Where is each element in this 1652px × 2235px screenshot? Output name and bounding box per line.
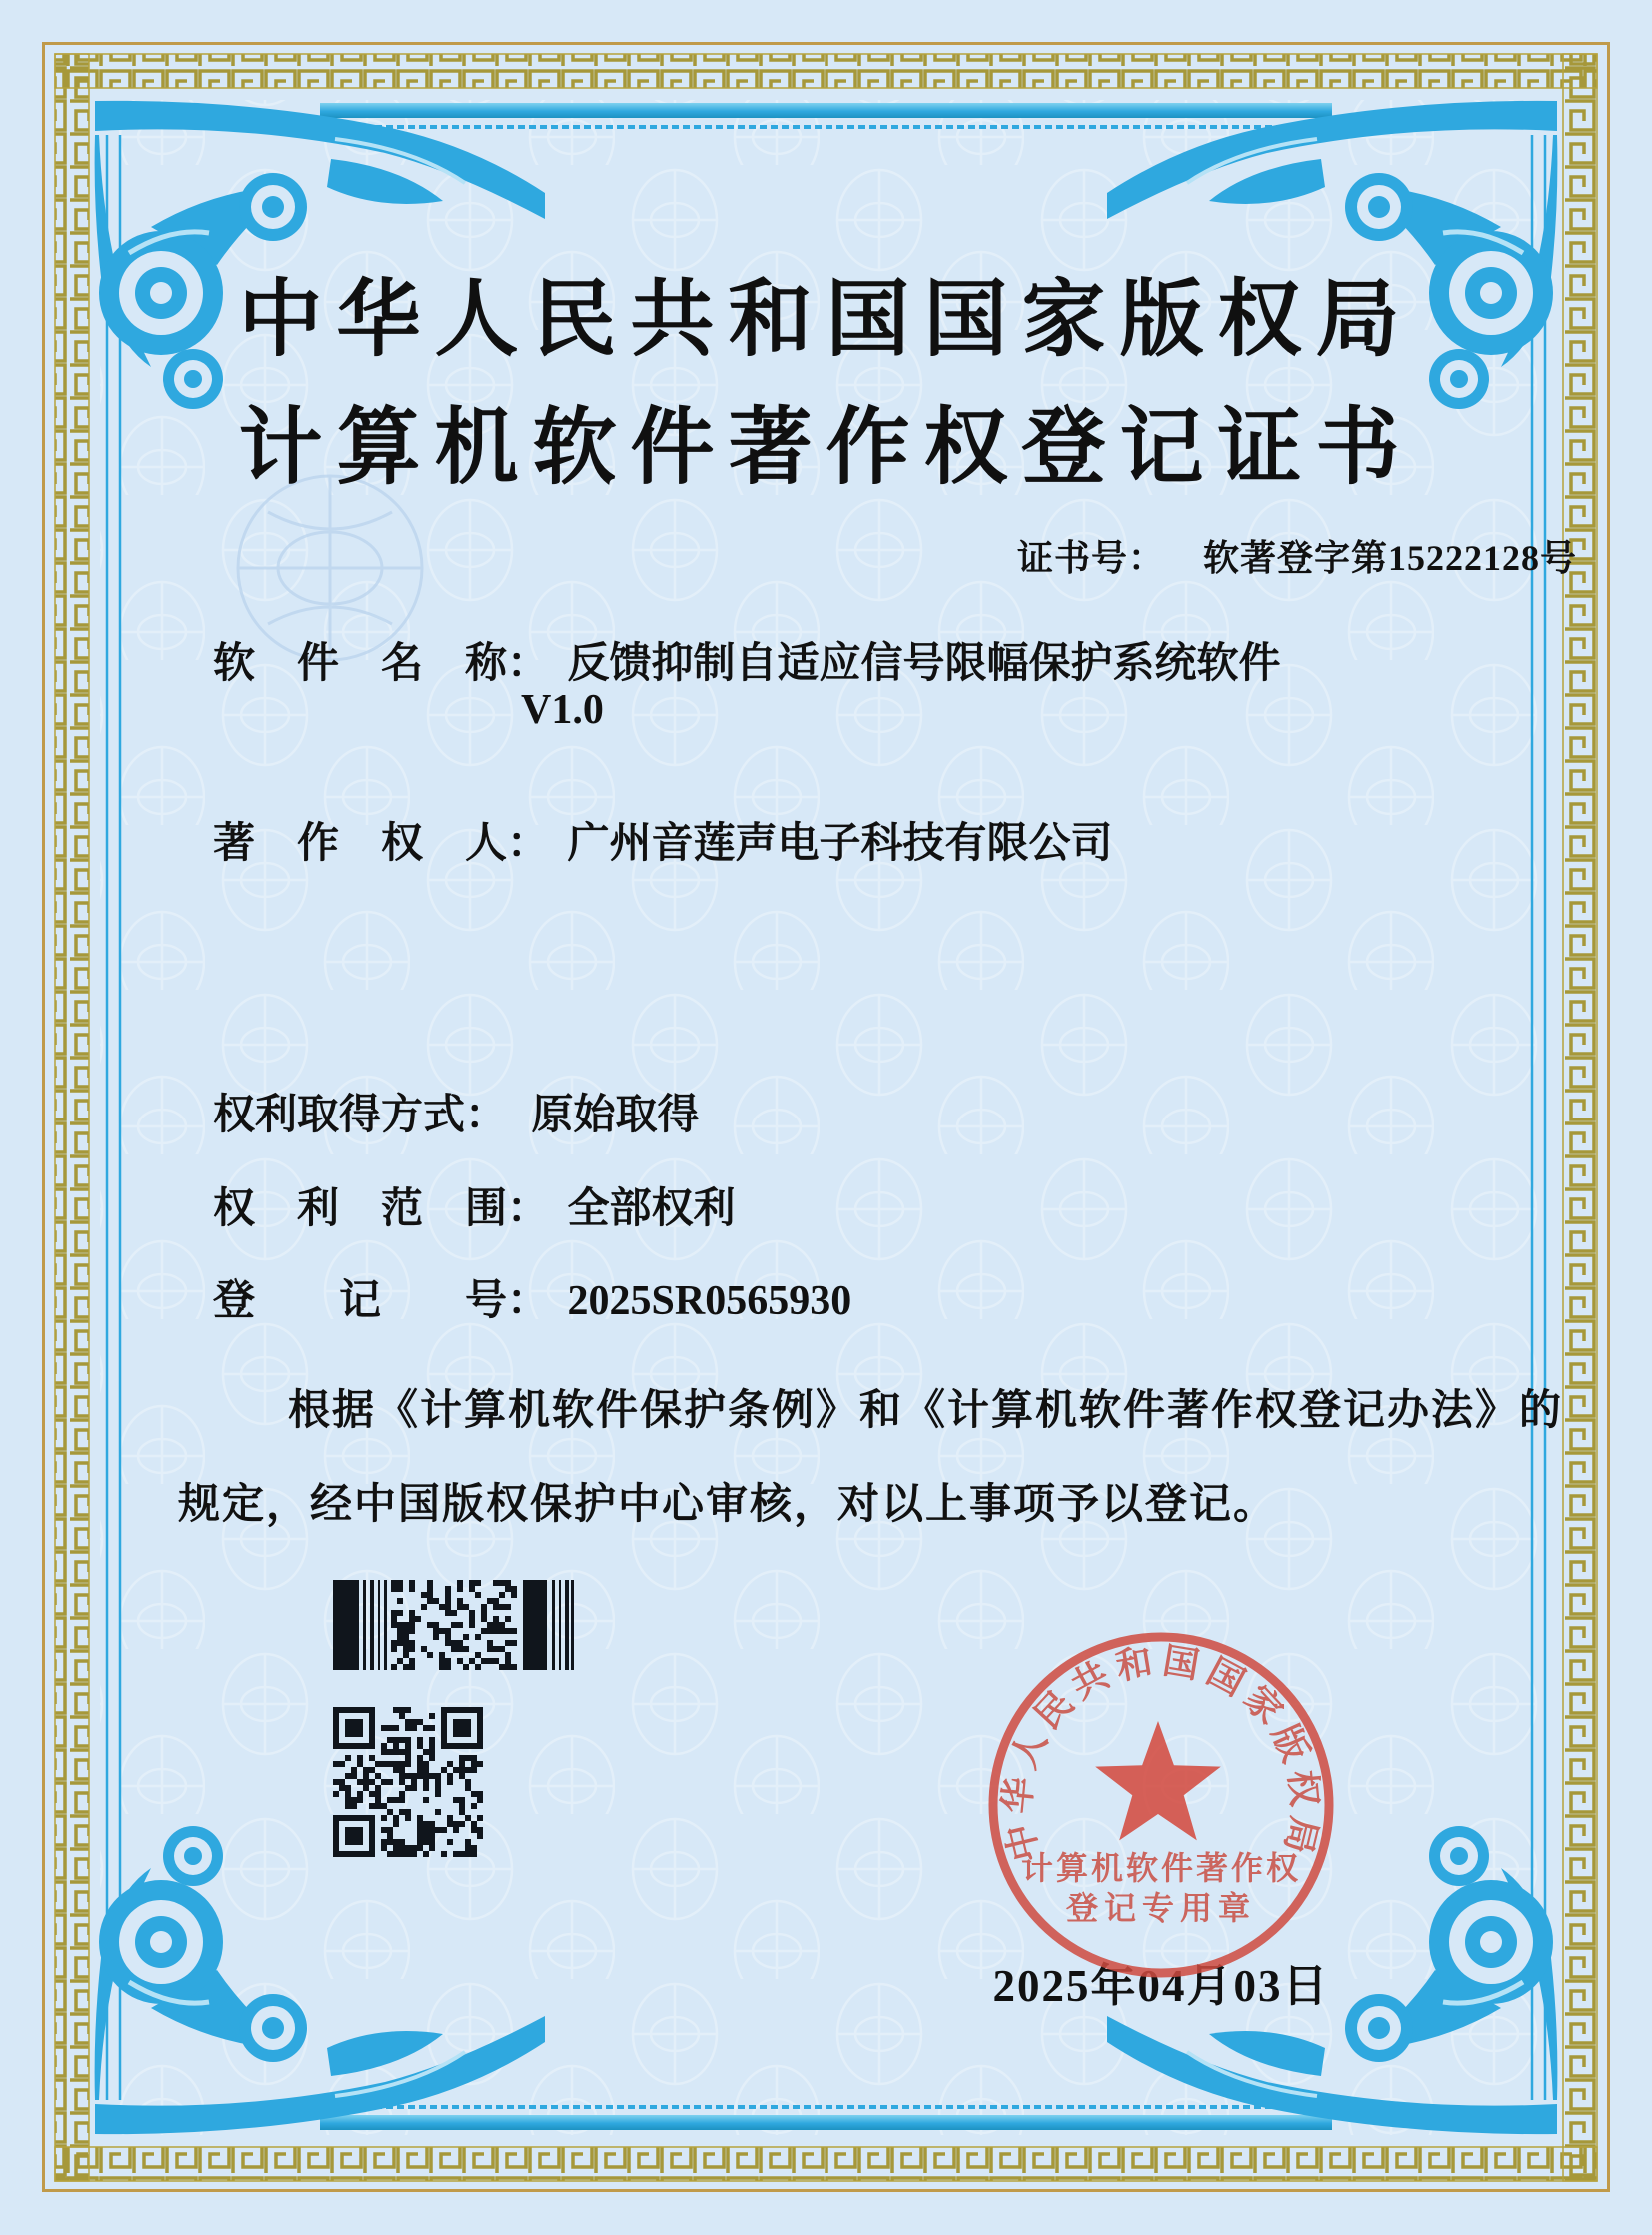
seal-text-line2: 登记专用章 <box>1065 1890 1257 1926</box>
registration-number-value: 2025SR0565930 <box>567 1278 852 1324</box>
field-row-rights-scope <box>213 1175 1472 1235</box>
seal-star <box>1095 1721 1221 1840</box>
copyright-owner-value: 广州音莲声电子科技有限公司 <box>567 821 1113 867</box>
title-line2: 计算机软件著作权登记证书 <box>238 402 1414 495</box>
title-line1: 中华人民共和国国家版权局 <box>238 274 1414 367</box>
field-row-acquisition <box>213 1082 1472 1141</box>
barcode <box>333 1580 575 1670</box>
acquisition-label: 权利取得方式： <box>213 1093 508 1138</box>
rights-scope-value: 全部权利 <box>567 1186 736 1232</box>
issue-date: 2025年04月03日 <box>992 1961 1330 2011</box>
software-name-label: 软 件 名 称： <box>213 641 550 687</box>
rights-scope-label: 权 利 范 围： <box>213 1186 550 1232</box>
certificate-number-value: 软著登字第15222128号 <box>1203 538 1578 578</box>
official-seal <box>967 1611 1355 1999</box>
software-version-value: V1.0 <box>521 687 604 733</box>
body-text-line1: 根据《计算机软件保护条例》和《计算机软件著作权登记办法》的 <box>288 1388 1564 1434</box>
body-text-line2: 规定，经中国版权保护中心审核，对以上事项予以登记。 <box>178 1482 1278 1528</box>
seal-text-line1: 计算机软件著作权 <box>1020 1850 1302 1886</box>
seal-arc-text: 中华人民共和国国家版权局 <box>996 1640 1326 1865</box>
software-name-value: 反馈抑制自适应信号限幅保护系统软件 <box>567 641 1281 687</box>
field-row-registration-number <box>213 1267 1472 1327</box>
qr-code <box>333 1707 483 1857</box>
copyright-owner-label: 著 作 权 人： <box>213 821 550 867</box>
field-row-software-name <box>213 630 1472 690</box>
field-row-copyright-owner <box>213 810 1472 870</box>
registration-number-label: 登 记 号： <box>213 1278 550 1324</box>
certificate-number <box>1017 530 1577 581</box>
certificate-number-label: 证书号： <box>1017 538 1166 578</box>
acquisition-value: 原始取得 <box>531 1093 700 1138</box>
